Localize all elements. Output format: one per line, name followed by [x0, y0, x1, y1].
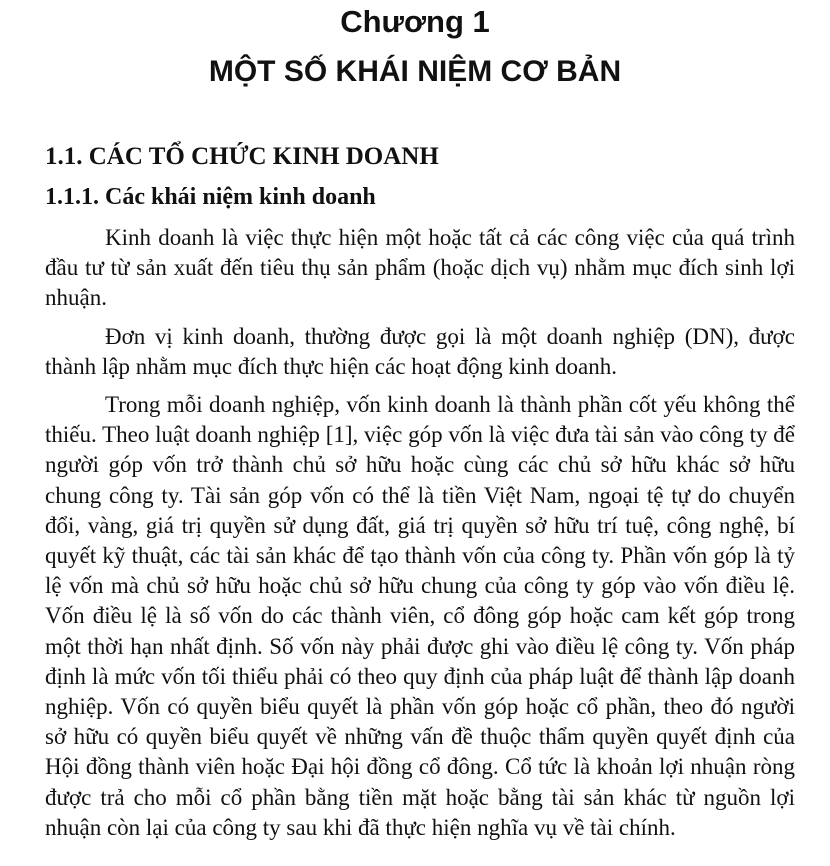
paragraph-business-capital: Trong mỗi doanh nghiệp, vốn kinh doanh là thành phần cốt yếu không thể thiếu. Theo luật doanh nghiệp [1], việc góp vốn là việc đưa tài sản vào công ty để người góp vốn trở thành chủ sở hữu hoặc cùng các chủ sở hữu khác sở hữu chung công ty. Tài sản góp vốn có thể là tiền Việt Nam, ngoại tệ tự do chuyển đổi, vàng, giá trị quyền sử dụng đất, giá trị quyền sở hữu trí tuệ, công nghệ, bí quyết kỹ thuật, các tài sản khác để tạo thành vốn của công ty. Phần vốn góp là tỷ lệ vốn mà chủ sở hữu hoặc chủ sở hữu chung của công ty góp vào vốn điều lệ. Vốn điều lệ là số vốn do các thành viên, cổ đông góp hoặc cam kết góp trong một thời hạn nhất định. Số vốn này phải được ghi vào điều lệ công ty. Vốn pháp định là mức vốn tối thiểu phải có theo quy định của pháp luật để thành lập doanh nghiệp. Vốn có quyền biểu quyết là phần vốn góp hoặc cổ phần, theo đó người sở hữu có quyền biểu quyết về những vấn đề thuộc thẩm quyền quyết định của Hội đồng thành viên hoặc Đại hội đồng cổ đông. Cổ tức là khoản lợi nhuận ròng được trả cho mỗi cổ phần bằng tiền mặt hoặc bằng tài sản khác từ nguồn lợi nhuận còn lại của công ty sau khi đã thực hiện nghĩa vụ về tài chính.: [45, 392, 795, 840]
chapter-number: Chương 1: [340, 4, 490, 39]
subsection-heading: 1.1.1. Các khái niệm kinh doanh: [45, 184, 376, 210]
section-heading: 1.1. CÁC TỔ CHỨC KINH DOANH: [45, 143, 439, 170]
chapter-title: MỘT SỐ KHÁI NIỆM CƠ BẢN: [208, 55, 622, 88]
paragraph-business-unit: Đơn vị kinh doanh, thường được gọi là một doanh nghiệp (DN), được thành lập nhằm mục đích thực hiện các hoạt động kinh doanh.: [45, 323, 795, 379]
paragraph-business-definition: Kinh doanh là việc thực hiện một hoặc tất cả các công việc của quá trình đầu tư từ sản xuất đến tiêu thụ sản phẩm (hoặc dịch vụ) nhằm mục đích sinh lợi nhuận.: [45, 225, 795, 311]
body-text: [45, 223, 795, 851]
